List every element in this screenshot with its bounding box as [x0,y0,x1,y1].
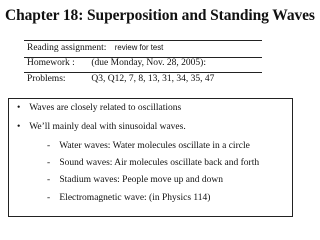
bullet-text: We’ll mainly deal with sinusoidal waves. [29,122,186,132]
sub-item-text: Stadium waves: People move up and down [59,175,223,185]
sub-item [47,175,223,185]
bullet-icon: • [17,103,21,113]
problems-label: Problems: [27,74,66,84]
dash-icon: - [47,175,51,185]
reading-label: Reading assignment: [27,43,107,53]
notes-box [8,98,293,217]
bullet-item [17,103,181,113]
homework-label: Homework : [27,58,75,68]
dash-icon: - [47,193,51,203]
homework-value: (due Monday, Nov. 28, 2005): [91,58,206,68]
dash-icon: - [47,141,51,151]
slide-title: Chapter 18: Superposition and Standing Waves [5,7,315,24]
assignment-table [24,40,262,88]
table-divider [24,72,262,73]
dash-icon: - [47,158,51,168]
sub-item-text: Electromagnetic wave: (in Physics 114) [59,193,211,203]
bullet-item [17,122,186,132]
sub-item [47,193,210,203]
homework-row [27,58,206,68]
sub-item [47,158,259,168]
problems-row [27,74,214,84]
bullet-text: Waves are closely related to oscillations [29,103,182,113]
reading-row [27,43,163,53]
problems-value: Q3, Q12, 7, 8, 13, 31, 34, 35, 47 [91,74,215,84]
reading-note: review for test [114,43,164,52]
bullet-icon: • [17,122,21,132]
sub-item [47,141,250,151]
sub-item-text: Water waves: Water molecules oscillate in a circle [59,141,250,151]
sub-item-text: Sound waves: Air molecules oscillate back and forth [59,158,260,168]
